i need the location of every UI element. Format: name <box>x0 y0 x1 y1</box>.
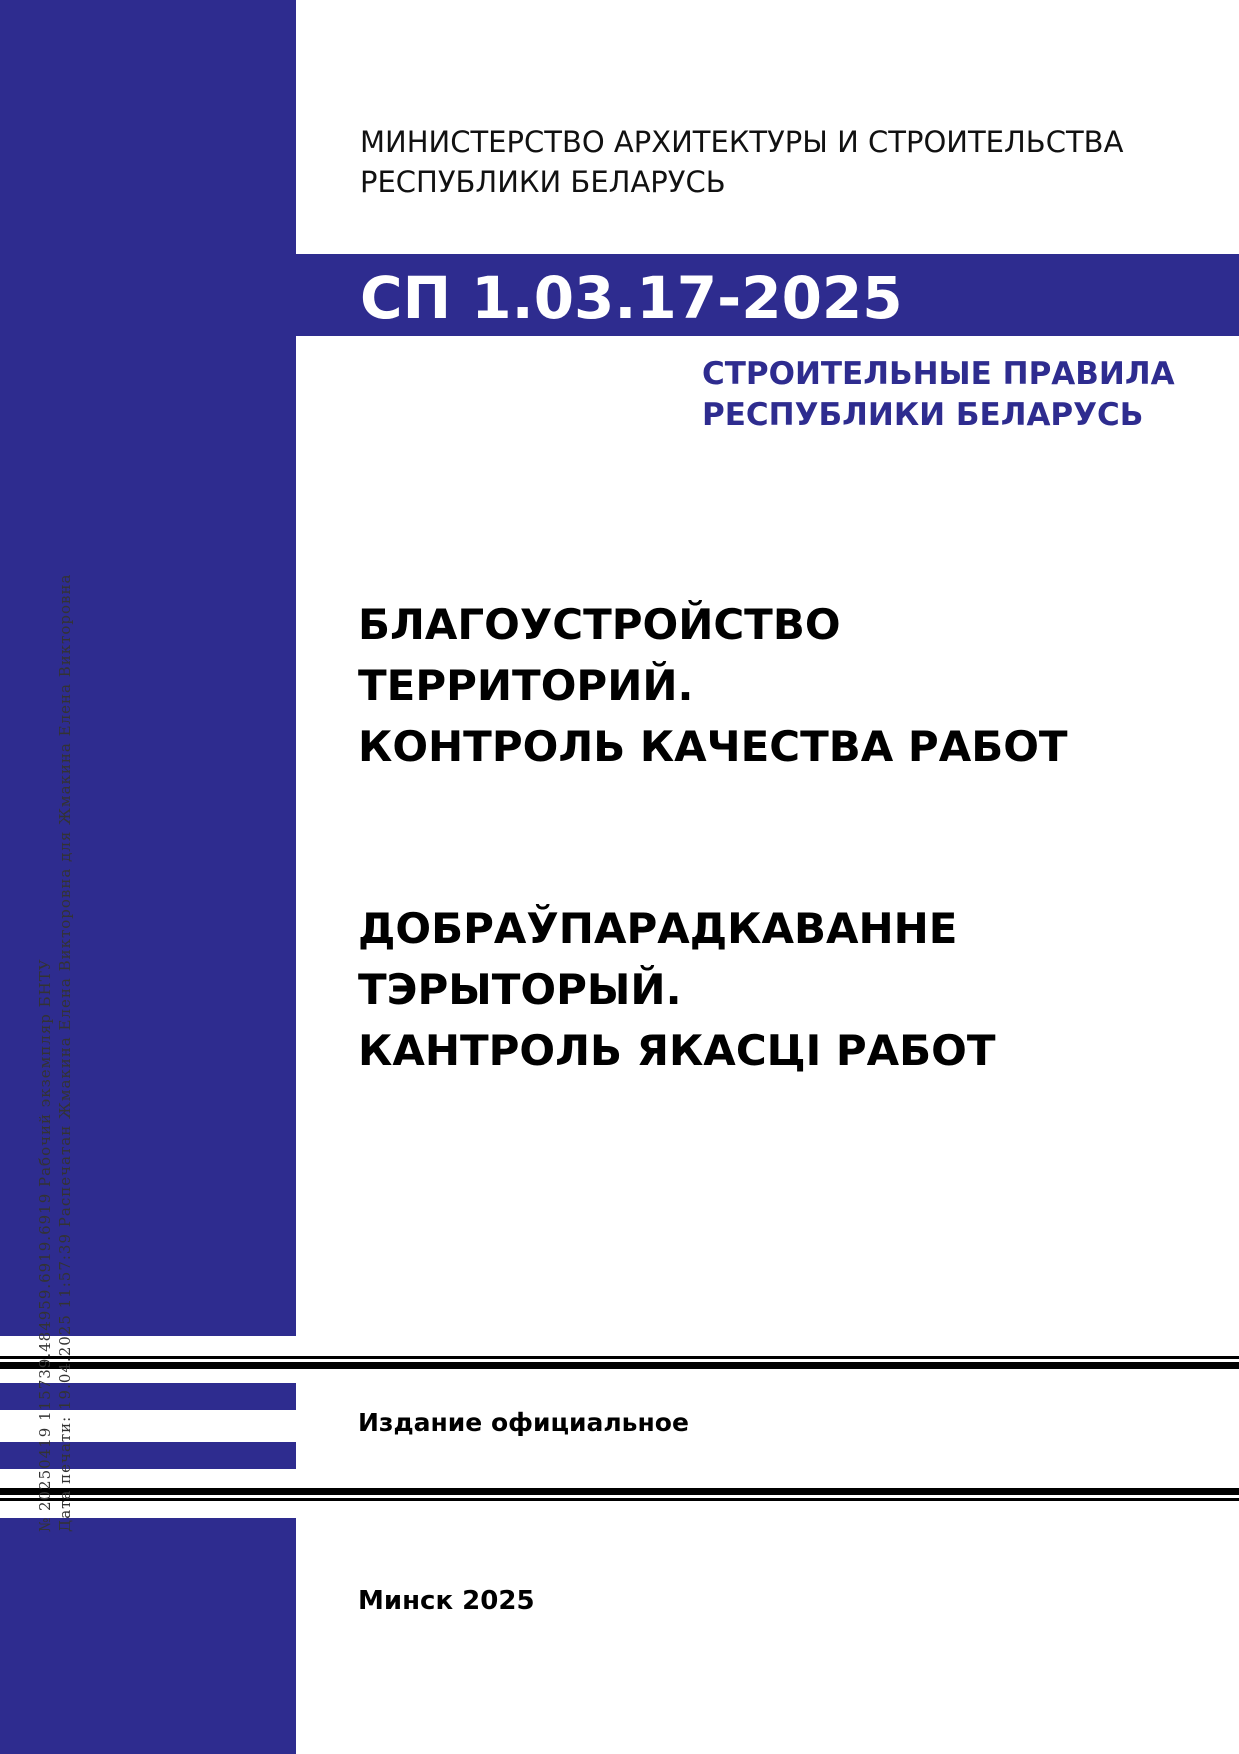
edition-label: Издание официальное <box>358 1408 689 1437</box>
divider-thin-bottom <box>0 1498 1239 1501</box>
document-type-line-1: СТРОИТЕЛЬНЫЕ ПРАВИЛА <box>702 356 1175 392</box>
ministry-line-1: МИНИСТЕРСТВО АРХИТЕКТУРЫ И СТРОИТЕЛЬСТВА <box>360 125 1124 159</box>
divider-thin-top <box>0 1356 1239 1359</box>
watermark-line-1: № 20250419 115739.484959.6919.6919 Рабочий экземпляр БНТУ <box>36 958 54 1532</box>
title-ru-line-3: КОНТРОЛЬ КАЧЕСТВА РАБОТ <box>358 722 1068 771</box>
title-ru-line-1: БЛАГОУСТРОЙСТВО <box>358 600 841 649</box>
document-type-line-2: РЕСПУБЛИКИ БЕЛАРУСЬ <box>702 397 1144 433</box>
title-be-line-3: КАНТРОЛЬ ЯКАСЦІ РАБОТ <box>358 1026 996 1075</box>
title-russian <box>358 594 1068 777</box>
divider-thick-bottom <box>0 1488 1239 1495</box>
divider-thick-top <box>0 1362 1239 1369</box>
ministry-name <box>360 122 1123 202</box>
city-year: Минск 2025 <box>358 1586 535 1616</box>
ministry-line-2: РЕСПУБЛИКИ БЕЛАРУСЬ <box>360 165 726 199</box>
left-blue-stripe-bottom <box>0 1518 296 1754</box>
document-code: СП 1.03.17-2025 <box>360 264 903 332</box>
title-belarusian <box>358 898 996 1081</box>
title-be-line-1: ДОБРАЎПАРАДКАВАННЕ <box>358 904 958 953</box>
watermark-line-2: Дата печати: 19.04.2025 11:57:39 Распечатан Жмакина Елена Викторовна для Жмакина Елена Викторовна <box>56 573 74 1532</box>
document-type <box>702 354 1175 436</box>
title-be-line-2: ТЭРЫТОРЫЙ. <box>358 965 682 1014</box>
title-ru-line-2: ТЕРРИТОРИЙ. <box>358 661 694 710</box>
